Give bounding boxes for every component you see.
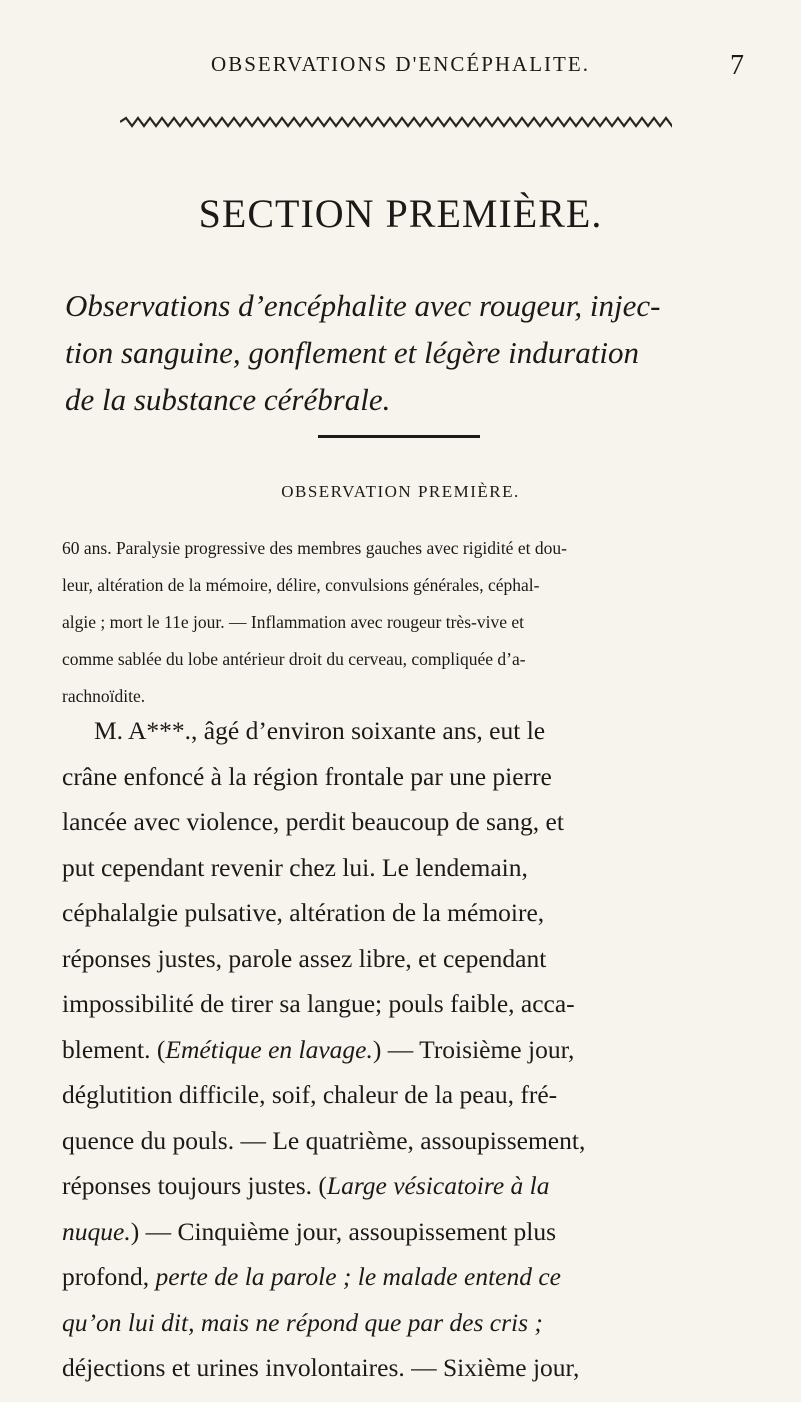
body-line: réponses justes, parole assez libre, et cependant <box>62 943 547 973</box>
body-italic-run: Large vésicatoire à la <box>326 1171 550 1200</box>
body-text-run: ) — Troisième jour, <box>372 1034 575 1064</box>
summary-line: 60 ans. Paralysie progressive des membres gauches avec rigidité et dou- <box>62 538 567 558</box>
subtitle-line: tion sanguine, gonflement et légère induration <box>65 335 639 370</box>
body-text-run: réponses toujours justes. ( <box>62 1171 327 1200</box>
decorative-ornament-rule <box>120 116 672 128</box>
summary-line: rachnoïdite. <box>62 686 146 706</box>
body-italic-run: Emétique en lavage. <box>165 1034 373 1064</box>
observation-body <box>62 708 762 1391</box>
body-line: impossibilité de tirer sa langue; pouls faible, acca- <box>62 989 575 1018</box>
running-head: OBSERVATIONS D'ENCÉPHALITE. <box>211 52 590 76</box>
body-italic-run: qu’on lui dit, mais ne répond que par des cris ; <box>62 1307 543 1337</box>
body-italic-run: perte de la parole ; le malade entend ce <box>155 1262 561 1291</box>
body-line <box>62 1163 762 1209</box>
page-number: 7 <box>730 50 744 81</box>
body-text-run: blement. ( <box>62 1034 166 1064</box>
body-text-run: ) — Cinquième jour, assoupissement plus <box>130 1216 557 1246</box>
body-italic-run: nuque. <box>62 1216 131 1246</box>
body-line: quence du pouls. — Le quatrième, assoupissement, <box>62 1125 586 1155</box>
body-line: put cependant revenir chez lui. Le lendemain, <box>62 852 528 882</box>
body-line: crâne enfoncé à la région frontale par une pierre <box>62 761 552 791</box>
section-title: SECTION PREMIÈRE. <box>198 191 603 236</box>
section-subtitle <box>65 282 755 423</box>
observation-summary <box>62 530 762 715</box>
observation-title: OBSERVATION PREMIÈRE. <box>281 482 520 501</box>
body-line: déjections et urines involontaires. — Sixième jour, <box>62 1353 580 1382</box>
subtitle-line: de la substance cérébrale. <box>65 382 391 417</box>
body-line <box>62 1254 762 1300</box>
subtitle-line: Observations d’encéphalite avec rougeur, injec- <box>65 288 661 323</box>
divider-rule <box>318 435 480 438</box>
body-line <box>62 1209 762 1255</box>
summary-line: leur, altération de la mémoire, délire, convulsions générales, céphal- <box>62 575 540 595</box>
body-line <box>62 1300 762 1346</box>
summary-line: algie ; mort le 11e jour. — Inflammation avec rougeur très-vive et <box>62 612 524 632</box>
body-text-run: profond, <box>62 1262 156 1291</box>
body-line: céphalalgie pulsative, altération de la mémoire, <box>62 898 545 927</box>
body-line: déglutition difficile, soif, chaleur de la peau, fré- <box>62 1080 558 1109</box>
summary-line: comme sablée du lobe antérieur droit du cerveau, compliquée d’a- <box>62 649 526 669</box>
body-line: M. A***., âgé d’environ soixante ans, eut le <box>94 716 546 745</box>
body-line <box>62 1027 762 1073</box>
body-line: lancée avec violence, perdit beaucoup de sang, et <box>62 807 564 836</box>
